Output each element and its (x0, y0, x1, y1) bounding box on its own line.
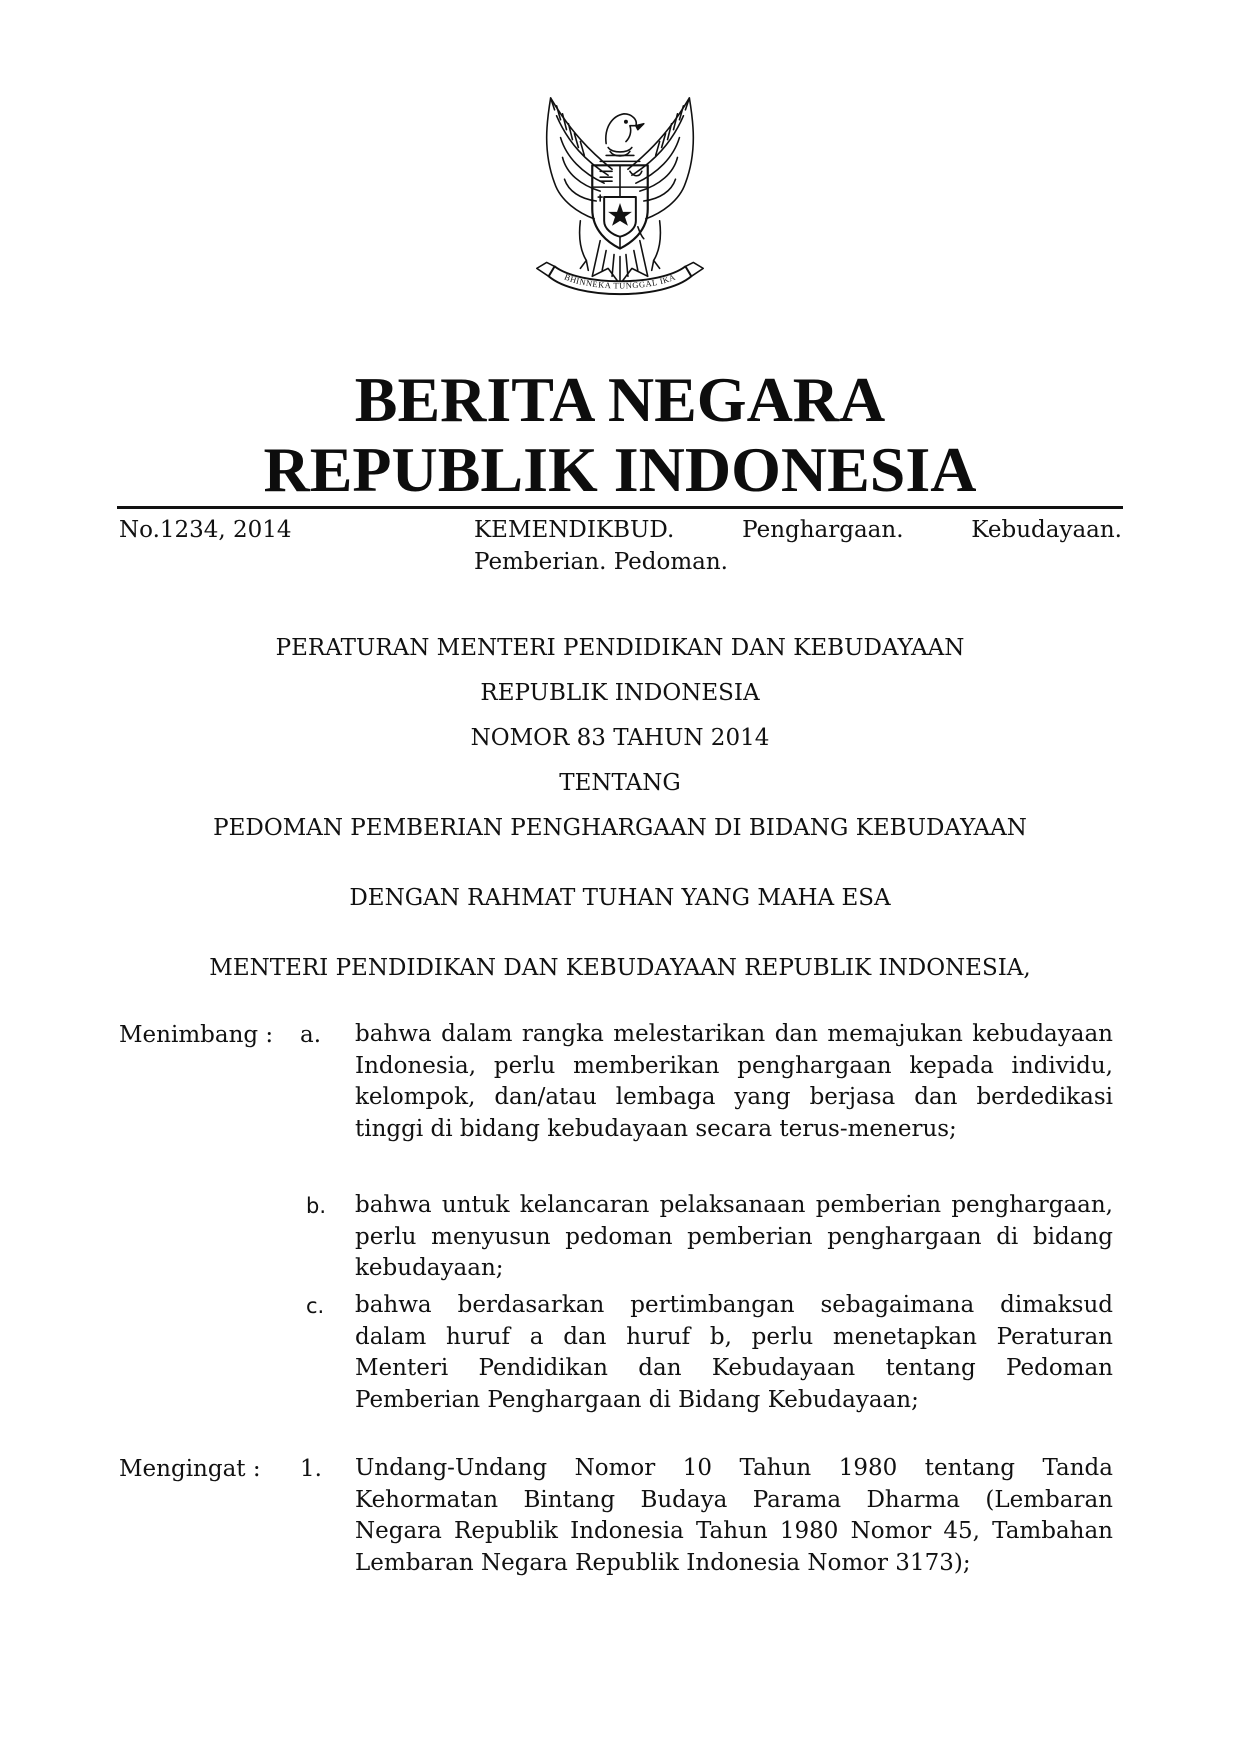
subject-line-2: Pemberian. Pedoman. (474, 549, 728, 575)
mengingat-marker-1: 1. (300, 1456, 322, 1482)
regulation-tentang: TENTANG (559, 770, 681, 796)
svg-text:BHINNEKA TUNGGAL IKA: BHINNEKA TUNGGAL IKA (562, 271, 678, 291)
subject-word: KEMENDIKBUD. (474, 517, 675, 543)
subject-word: Penghargaan. (742, 517, 904, 543)
mengingat-item-1: Undang-Undang Nomor 10 Tahun 1980 tentang Tanda Kehormatan Bintang Budaya Parama Dharma (Lembaran Negara Republik Indonesia Tahun 1980 Nomor 45, Tambahan Lembaran Negara Republik Indonesia Nomor 3173); (355, 1455, 1113, 1576)
masthead-divider (117, 506, 1123, 509)
regulation-title-line2: REPUBLIK INDONESIA (480, 680, 760, 706)
issuer: MENTERI PENDIDIKAN DAN KEBUDAYAAN REPUBLIK INDONESIA, (209, 955, 1031, 981)
menimbang-item-a: bahwa dalam rangka melestarikan dan memajukan kebudayaan Indonesia, perlu memberikan penghargaan kepada individu, kelompok, dan/atau lembaga yang berjasa dan berdedikasi tinggi di bidang kebudayaan secara terus-menerus; (355, 1021, 1113, 1142)
invocation: DENGAN RAHMAT TUHAN YANG MAHA ESA (349, 885, 891, 911)
menimbang-item-c: bahwa berdasarkan pertimbangan sebagaimana dimaksud dalam huruf a dan huruf b, perlu menetapkan Peraturan Menteri Pendidikan dan Kebudayaan tentang Pedoman Pemberian Penghargaan di Bidang Kebudayaan; (355, 1292, 1113, 1413)
gazette-number: No.1234, 2014 (119, 517, 292, 543)
menimbang-label: Menimbang : (119, 1022, 274, 1048)
mengingat-label: Mengingat : (119, 1456, 261, 1482)
subject-word: Kebudayaan. (971, 517, 1122, 543)
masthead-title-line2: REPUBLIK INDONESIA (263, 434, 977, 505)
gazette-subject (474, 514, 1122, 578)
regulation-number: NOMOR 83 TAHUN 2014 (470, 725, 770, 751)
subject-line-1 (474, 514, 1122, 546)
menimbang-marker-b: b. (306, 1194, 327, 1218)
masthead-title-line1: BERITA NEGARA (354, 364, 886, 435)
menimbang-marker-a: a. (300, 1022, 322, 1048)
regulation-title-line1: PERATURAN MENTERI PENDIDIKAN DAN KEBUDAYAAN (275, 635, 965, 661)
garuda-pancasila-emblem-icon (518, 92, 722, 310)
menimbang-marker-c: c. (306, 1294, 325, 1318)
menimbang-item-b: bahwa untuk kelancaran pelaksanaan pemberian penghargaan, perlu menyusun pedoman pemberian penghargaan di bidang kebudayaan; (355, 1192, 1113, 1281)
regulation-subject: PEDOMAN PEMBERIAN PENGHARGAAN DI BIDANG KEBUDAYAAN (213, 815, 1027, 841)
